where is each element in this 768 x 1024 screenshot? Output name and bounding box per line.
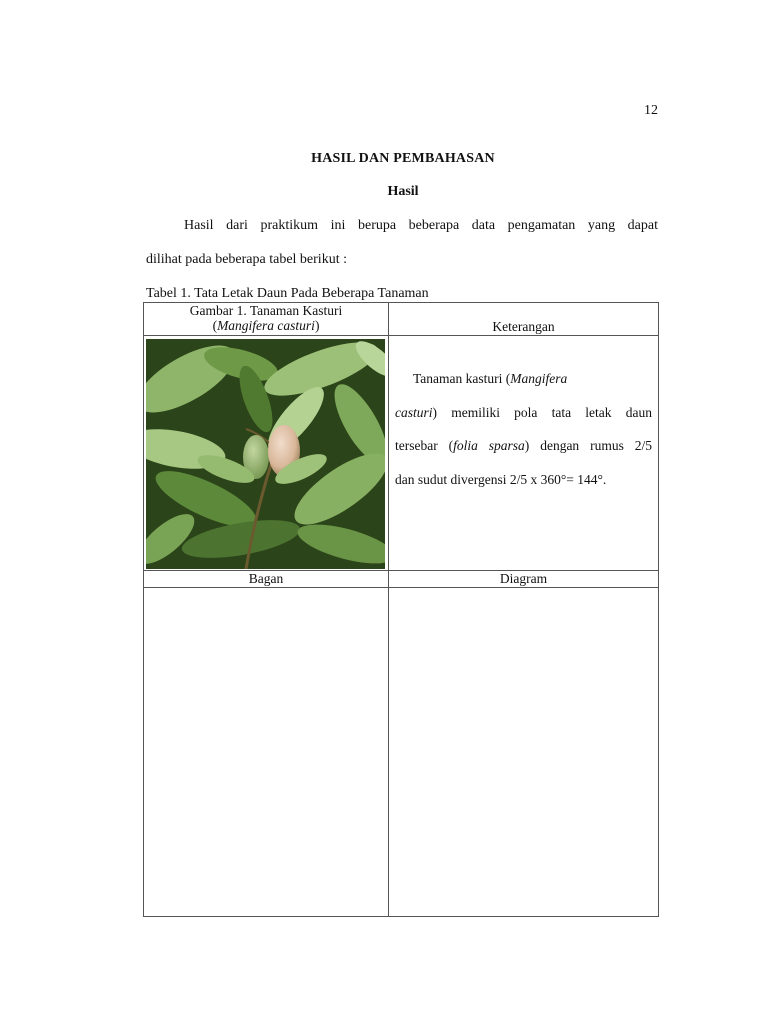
table-content-row xyxy=(144,336,659,571)
description-line-2: casturi) memiliki pola tata letak daun xyxy=(395,404,652,420)
subsection-heading: Hasil xyxy=(387,184,419,199)
description-line-4: dan sudut divergensi 2/5 x 360°= 144°. xyxy=(395,471,607,487)
table-header-row xyxy=(144,303,659,336)
description-cell xyxy=(389,336,659,571)
paragraph-line-1: Hasil dari praktikum ini berupa beberapa data pengamatan yang dapat xyxy=(184,218,658,233)
header-cell-description xyxy=(389,303,659,336)
subheader-diagram: Diagram xyxy=(389,571,659,588)
bagan-cell xyxy=(144,588,389,917)
header-image-title: Gambar 1. Tanaman Kasturi xyxy=(189,303,343,318)
description-line-1: Tanaman kasturi (Mangifera xyxy=(413,371,568,386)
mangifera-casturi-photo xyxy=(146,339,385,569)
section-heading: HASIL DAN PEMBAHASAN xyxy=(311,151,495,166)
page-number: 12 xyxy=(644,103,658,118)
subheader-bagan: Bagan xyxy=(144,571,389,588)
header-description-label: Keterangan xyxy=(492,319,555,334)
table-caption: Tabel 1. Tata Letak Daun Pada Beberapa Tanaman xyxy=(146,286,429,301)
diagram-cell xyxy=(389,588,659,917)
leaf-arrangement-table xyxy=(143,302,659,917)
description-text xyxy=(395,362,652,496)
table-empty-row xyxy=(144,588,659,917)
header-image-species: (Mangifera casturi) xyxy=(212,318,320,333)
image-cell xyxy=(144,336,389,571)
description-line-3: tersebar (folia sparsa) dengan rumus 2/5 xyxy=(395,438,652,453)
header-cell-image xyxy=(144,303,389,336)
paragraph-line-2: dilihat pada beberapa tabel berikut : xyxy=(146,252,347,267)
table-subheader-row xyxy=(144,571,659,588)
